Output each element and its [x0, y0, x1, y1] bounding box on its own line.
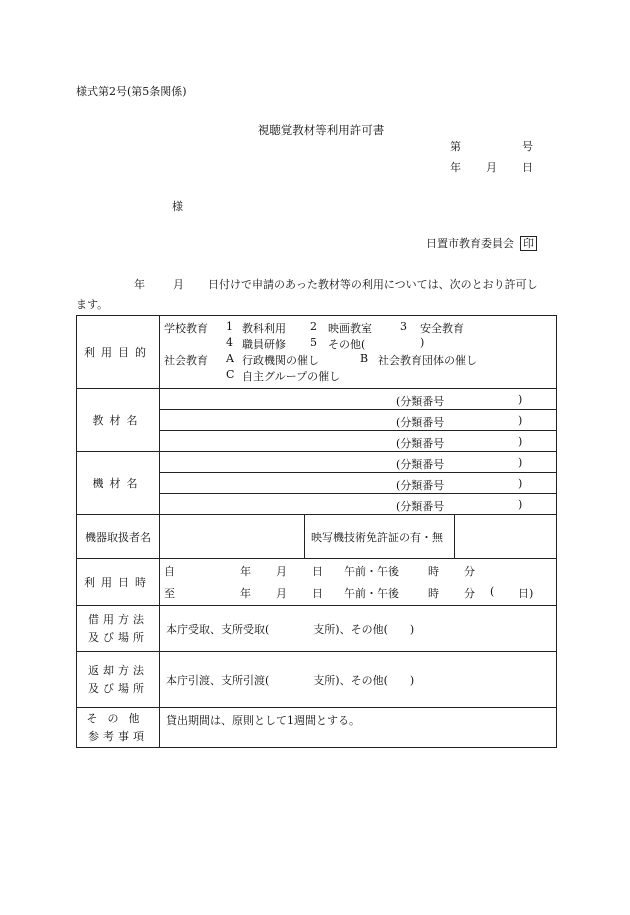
borrow-text: 本庁受取、支所受取( 支所)、その他( ) [160, 606, 557, 652]
to-minute: 分 [464, 587, 475, 600]
return-label-line2: 及び場所 [88, 681, 148, 695]
class-close: ) [518, 414, 523, 427]
return-label-line1: 返却方法 [88, 663, 148, 677]
borrow-label [77, 606, 160, 652]
material-label: 教材名 [77, 389, 160, 452]
operator-row [77, 515, 557, 559]
permission-statement [76, 275, 556, 315]
option-number: 4 [226, 336, 233, 349]
date-day: 日 [522, 161, 533, 174]
purpose-options [160, 316, 557, 389]
issuer-name: 日置市教育委員会 [426, 237, 514, 250]
issue-date [450, 162, 533, 173]
class-number-label: (分類番号 [396, 437, 445, 450]
class-number-label: (分類番号 [396, 458, 445, 471]
notes-label-line2: 参考事項 [88, 729, 148, 743]
option-text: 安全教育 [420, 322, 464, 335]
option-close: ) [420, 336, 425, 349]
notes-label-line1: その他 [86, 711, 150, 725]
class-close: ) [518, 456, 523, 469]
to-hour: 時 [428, 587, 439, 600]
equipment-row [77, 452, 557, 473]
date-year: 年 [450, 161, 461, 174]
issuer [426, 236, 537, 251]
from-day: 日 [312, 565, 323, 578]
material-entry [160, 431, 557, 452]
purpose-label: 利用目的 [77, 316, 160, 389]
usage-period [160, 559, 557, 606]
purpose-line-4 [164, 368, 552, 384]
notes-text: 貸出期間は、原則として1週間とする。 [160, 708, 557, 748]
to-days-open: ( [490, 585, 495, 598]
permit-table [76, 315, 557, 748]
from-hour: 時 [428, 565, 439, 578]
usage-label: 利用日時 [77, 559, 160, 606]
equipment-entry [160, 473, 557, 494]
to-ampm: 午前・午後 [344, 587, 399, 600]
statement-month: 月 [173, 278, 184, 291]
return-row [77, 652, 557, 708]
from-year: 年 [240, 565, 251, 578]
option-text: 映画教室 [328, 322, 372, 335]
usage-to [164, 585, 552, 601]
to-year: 年 [240, 587, 251, 600]
statement-year: 年 [134, 278, 145, 291]
to-mark: 至 [164, 587, 175, 600]
equipment-entry [160, 494, 557, 515]
material-entry [160, 389, 557, 410]
borrow-row [77, 606, 557, 652]
from-ampm: 午前・午後 [344, 565, 399, 578]
option-number: 5 [310, 336, 317, 349]
option-text: 職員研修 [242, 338, 286, 351]
class-close: ) [518, 393, 523, 406]
borrow-label-line2: 及び場所 [88, 630, 148, 644]
notes-row [77, 708, 557, 748]
class-number-label: (分類番号 [396, 479, 445, 492]
from-mark: 自 [164, 565, 175, 578]
purpose-line-3 [164, 352, 552, 368]
purpose-social: 社会教育 [164, 354, 208, 367]
date-month: 月 [486, 161, 497, 174]
option-number: 2 [310, 320, 317, 333]
class-close: ) [518, 498, 523, 511]
usage-row [77, 559, 557, 606]
purpose-school: 学校教育 [164, 322, 208, 335]
addressee: 様 [172, 200, 183, 213]
from-minute: 分 [464, 565, 475, 578]
from-month: 月 [276, 565, 287, 578]
option-text: 社会教育団体の催し [378, 354, 477, 367]
seal-mark: 印 [520, 236, 537, 251]
option-text: その他( [328, 338, 366, 351]
option-letter: B [360, 352, 369, 365]
return-text: 本庁引渡、支所引渡( 支所)、その他( ) [160, 652, 557, 708]
option-text: 行政機関の催し [242, 354, 319, 367]
class-close: ) [518, 477, 523, 490]
option-number: 3 [400, 320, 407, 333]
equipment-label: 機材名 [77, 452, 160, 515]
purpose-line-1 [164, 320, 552, 336]
to-day: 日 [312, 587, 323, 600]
number-suffix: 号 [522, 140, 533, 153]
form-reference: 様式第2号(第5条関係) [76, 85, 187, 98]
option-letter: A [226, 352, 234, 365]
license-label: 映写機技術免許証の有・無 [305, 515, 455, 559]
class-number-label: (分類番号 [396, 416, 445, 429]
statement-line1: 日付けで申請のあった教材等の利用については、次のとおり許可し [208, 278, 538, 291]
to-month: 月 [276, 587, 287, 600]
option-text: 教科利用 [242, 322, 286, 335]
operator-value [160, 515, 305, 559]
document-title: 視聴覚教材等利用許可書 [257, 123, 385, 137]
operator-label: 機器取扱者名 [77, 515, 160, 559]
statement-line2: ます。 [76, 298, 109, 311]
class-number-label: (分類番号 [396, 395, 445, 408]
permit-number [450, 141, 533, 152]
usage-from [164, 563, 552, 585]
material-entry [160, 410, 557, 431]
purpose-line-2 [164, 336, 552, 352]
class-close: ) [518, 435, 523, 448]
purpose-row [77, 316, 557, 389]
class-number-label: (分類番号 [396, 500, 445, 513]
license-value [455, 515, 557, 559]
material-row [77, 389, 557, 410]
equipment-entry [160, 452, 557, 473]
return-label [77, 652, 160, 708]
option-letter: C [226, 368, 235, 381]
option-number: 1 [226, 320, 233, 333]
borrow-label-line1: 借用方法 [88, 612, 148, 626]
to-days-close: 日) [518, 587, 534, 600]
option-text: 自主グループの催し [242, 370, 341, 383]
number-prefix: 第 [450, 140, 461, 153]
notes-label [77, 708, 160, 748]
